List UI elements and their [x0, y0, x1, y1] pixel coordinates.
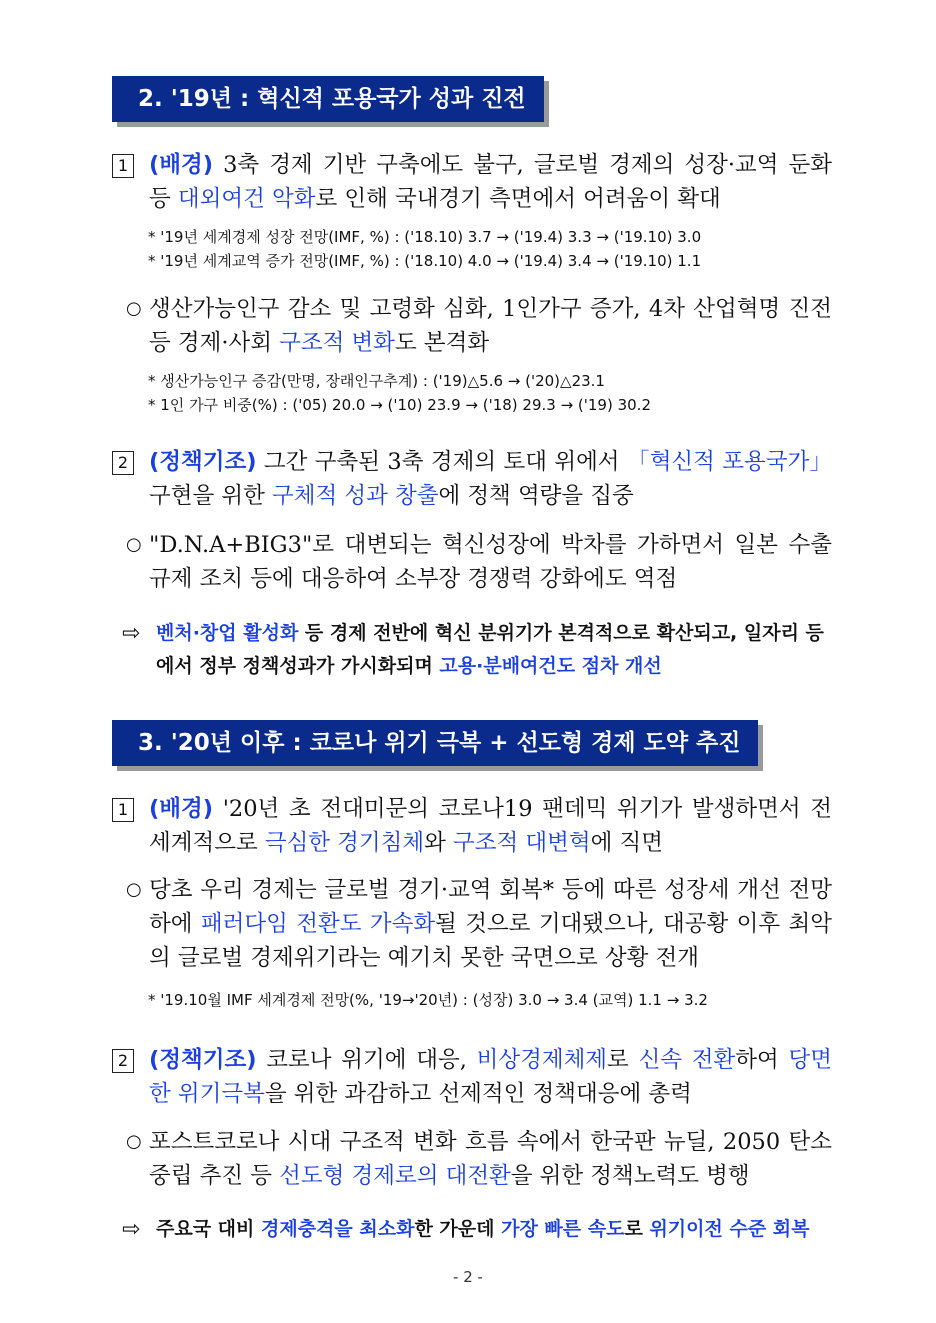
highlight: 대외여건 악화 [177, 186, 316, 212]
text: 로 [624, 1218, 650, 1240]
text: 을 위한 정책노력도 병행 [510, 1163, 750, 1189]
item-number-box: 1 [112, 798, 134, 822]
arrow-icon: ⇨ [122, 1217, 141, 1242]
text: '20년 초 전대미문의 코로나19 팬데믹 위기가 발생하면서 전세계적으로 [149, 796, 832, 856]
label-background: (배경) [149, 796, 214, 822]
section-2-background [112, 148, 832, 216]
arrow-icon: ⇨ [122, 621, 141, 646]
highlight: 패러다임 전환도 가속화 [200, 911, 436, 937]
section-2-conclusion [122, 617, 836, 683]
section-2-title: 2. '19년 : 혁신적 포용국가 성과 진전 [112, 76, 544, 122]
text: 한 가운데 [414, 1218, 502, 1240]
text: 도 본격화 [394, 330, 490, 356]
text: 로 인해 국내경기 측면에서 어려움이 확대 [315, 186, 721, 212]
text: 당초 우리 경제는 글로벌 경기·교역 회복* 등에 따른 성장세 개선 전망 하에 [149, 877, 832, 937]
section-3-conclusion [122, 1213, 836, 1246]
highlight: 「혁신적 포용국가」 [626, 449, 832, 475]
text: 와 [424, 830, 454, 856]
highlight: 당면한 위기극복 [149, 1047, 833, 1107]
highlight: 위기이전 수준 회복 [649, 1218, 810, 1240]
item-number-box: 2 [112, 451, 134, 475]
highlight: 극심한 경기침체 [264, 830, 425, 856]
text: 생산가능인구 감소 및 고령화 심화, 1인가구 증가, 4차 산업혁명 진전 등 경제·사회 [149, 296, 832, 356]
text: 구현을 위한 [149, 483, 272, 509]
text: 그간 구축된 3축 경제의 토대 위에서 [256, 449, 627, 475]
text: "D.N.A+BIG3"로 대변되는 혁신성장에 박차를 가하면서 일본 수출규제 조치 등에 대응하여 소부장 경쟁력 강화에도 역점 [149, 532, 832, 592]
circle-bullet: ○ [126, 534, 142, 555]
footnote-group [148, 225, 838, 273]
highlight: 가장 빠른 속도 [501, 1218, 625, 1240]
circle-bullet: ○ [126, 879, 142, 900]
footnote: * '19.10월 IMF 세계경제 전망(%, '19→'20년) : (성장) 3.0 → 3.4 (교역) 1.1 → 3.2 [148, 991, 708, 1009]
section-3-bullet-1 [112, 873, 832, 975]
label-background: (배경) [149, 152, 214, 178]
circle-bullet: ○ [126, 1131, 142, 1152]
section-2-policy [112, 445, 832, 513]
section-2-bullet-1 [112, 292, 832, 360]
text: 등 경제 전반에 혁신 분위기가 본격적으로 확산되고, 일자리 등에서 정부 정책성과가 가시화되며 [156, 622, 824, 677]
highlight: 구조적 대변혁 [453, 830, 591, 856]
section-3-bullet-2 [112, 1125, 832, 1193]
circle-bullet: ○ [126, 298, 142, 319]
page-number: - 2 - [453, 1268, 483, 1286]
text: 로 [607, 1047, 639, 1073]
footnote: * 생산가능인구 증감(만명, 장래인구추계) : ('19)△5.6 → ('20)△23.1 [148, 372, 605, 390]
section-3-title: 3. '20년 이후 : 코로나 위기 극복 + 선도형 경제 도약 추진 [112, 720, 758, 766]
highlight: 구체적 성과 창출 [271, 483, 439, 509]
text: 을 위한 과감하고 선제적인 정책대응에 총력 [264, 1081, 692, 1107]
text: 에 직면 [590, 830, 663, 856]
item-number-box: 1 [112, 154, 134, 178]
section-3-background [112, 792, 832, 860]
highlight: 고용·분배여건도 점차 개선 [439, 655, 662, 677]
text: 코로나 위기에 대응, [256, 1047, 477, 1073]
text: 주요국 대비 [156, 1218, 261, 1240]
label-policy: (정책기조) [149, 1047, 257, 1073]
footnote: * '19년 세계경제 성장 전망(IMF, %) : ('18.10) 3.7 → ('19.4) 3.3 → ('19.10) 3.0 [148, 228, 702, 246]
footnote-group [148, 369, 838, 417]
highlight: 경제충격을 최소화 [261, 1218, 415, 1240]
footnote: * 1인 가구 비중(%) : ('05) 20.0 → ('10) 23.9 → ('18) 29.3 → ('19) 30.2 [148, 396, 651, 414]
text: 하여 [735, 1047, 789, 1073]
highlight: 신속 전환 [638, 1047, 736, 1073]
label-policy: (정책기조) [149, 449, 257, 475]
item-number-box: 2 [112, 1049, 134, 1073]
text: 포스트코로나 시대 구조적 변화 흐름 속에서 한국판 뉴딜, 2050 탄소중립 추진 등 [149, 1129, 832, 1189]
footnote-group [148, 988, 838, 1012]
highlight: 구조적 변화 [279, 330, 395, 356]
text: 에 정책 역량을 집중 [438, 483, 634, 509]
text: 될 것으로 기대됐으나, 대공황 이후 최악의 글로벌 경제위기라는 예기치 못한 국면으로 상황 전개 [149, 911, 833, 971]
highlight: 선도형 경제로의 대전환 [279, 1163, 511, 1189]
text: 3축 경제 기반 구축에도 불구, 글로벌 경제의 성장·교역 둔화 등 [149, 152, 832, 212]
section-3-policy [112, 1043, 832, 1111]
highlight: 비상경제체제 [476, 1047, 608, 1073]
highlight: 벤처·창업 활성화 [156, 622, 299, 644]
footnote: * '19년 세계교역 증가 전망(IMF, %) : ('18.10) 4.0 → ('19.4) 3.4 → ('19.10) 1.1 [148, 252, 702, 270]
section-2-bullet-2 [112, 528, 832, 596]
